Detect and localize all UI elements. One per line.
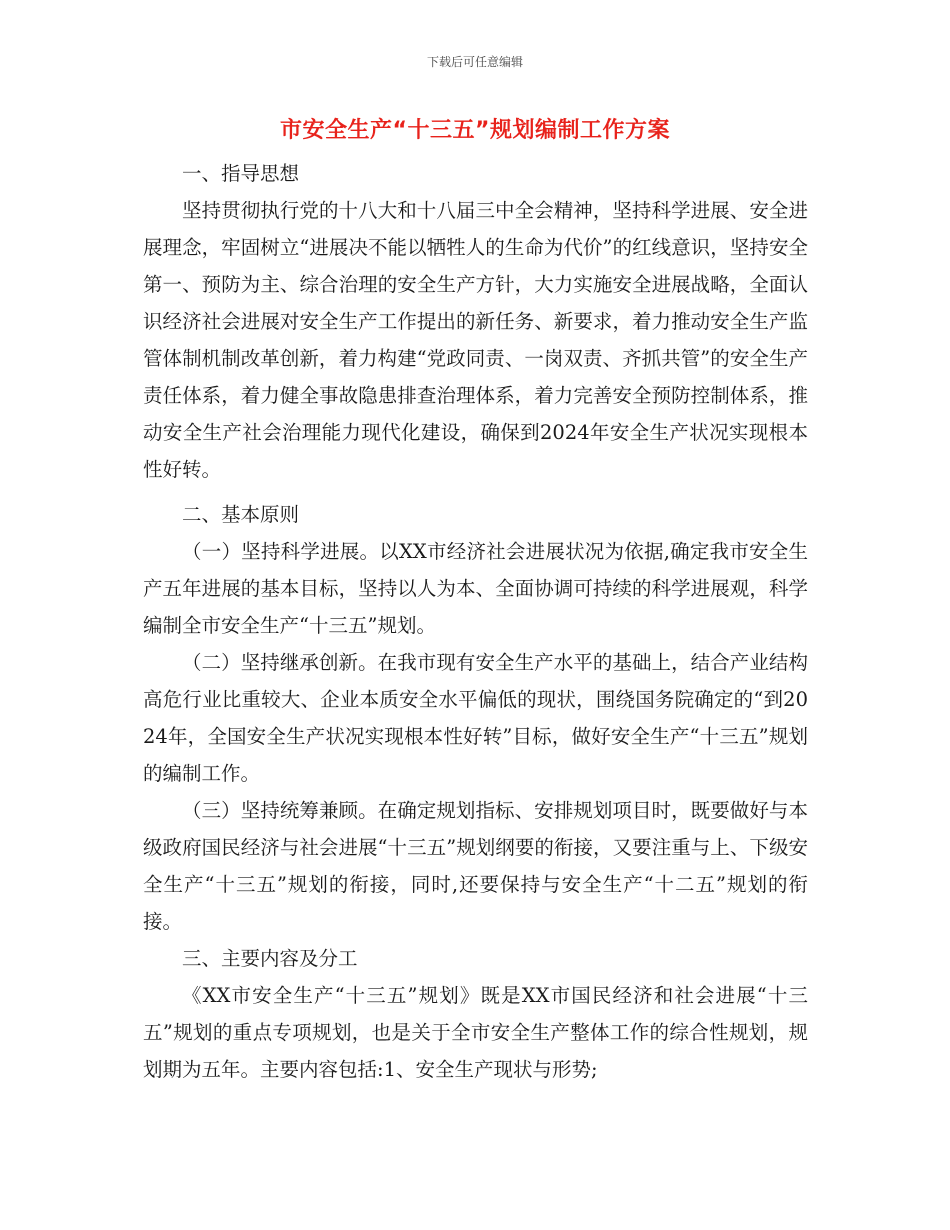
header-note: 下载后可任意编辑 bbox=[426, 55, 523, 69]
section-heading-main-content: 三、主要内容及分工 bbox=[182, 947, 358, 970]
paragraph-main-content: 《XX市安全生产“十三五”规划》既是XX市国民经济和社会进展“十三五”规划的重点专项规划，也是关于全市安全生产整体工作的综合性规划，规划期为五年。主要内容包括:1、安全生产现状与形势; bbox=[143, 984, 808, 1081]
section-heading-guiding-ideology: 一、指导思想 bbox=[182, 162, 300, 185]
section-heading-basic-principles: 二、基本原则 bbox=[182, 503, 300, 526]
paragraph-principle-1: （一）坚持科学进展。以XX市经济社会进展状况为依据,确定我市安全生产五年进展的基本目标，坚持以人为本、全面协调可持续的科学进展观，科学编制全市安全生产“十三五”规划。 bbox=[143, 540, 808, 637]
paragraph-guiding-ideology: 坚持贯彻执行党的十八大和十八届三中全会精神，坚持科学进展、安全进展理念，牢固树立“进展决不能以牺牲人的生命为代价”的红线意识，坚持安全第一、预防为主、综合治理的安全生产方针，大力实施安全进展战略，全面认识经济社会进展对安全生产工作提出的新任务、新要求，着力推动安全生产监管体制机制改革创新，着力构建“党政同责、一岗双责、齐抓共管”的安全生产责任体系，着力健全事故隐患排查治理体系，着力完善安全预防控制体系，推动安全生产社会治理能力现代化建设，确保到2024年安全生产状况实现根本性好转。 bbox=[143, 199, 808, 481]
paragraph-principle-2: （二）坚持继承创新。在我市现有安全生产水平的基础上，结合产业结构高危行业比重较大、企业本质安全水平偏低的现状，围绕国务院确定的“到2024年，全国安全生产状况实现根本性好转”目标，做好安全生产“十三五”规划的编制工作。 bbox=[143, 651, 808, 785]
paragraph-principle-3: （三）坚持统筹兼顾。在确定规划指标、安排规划项目时，既要做好与本级政府国民经济与社会进展“十三五”规划纲要的衔接，又要注重与上、下级安全生产“十三五”规划的衔接，同时,还要保持与安全生产“十二五”规划的衔接。 bbox=[143, 799, 808, 933]
document-body bbox=[143, 155, 808, 1088]
document-title: 市安全生产“十三五”规划编制工作方案 bbox=[280, 118, 670, 143]
